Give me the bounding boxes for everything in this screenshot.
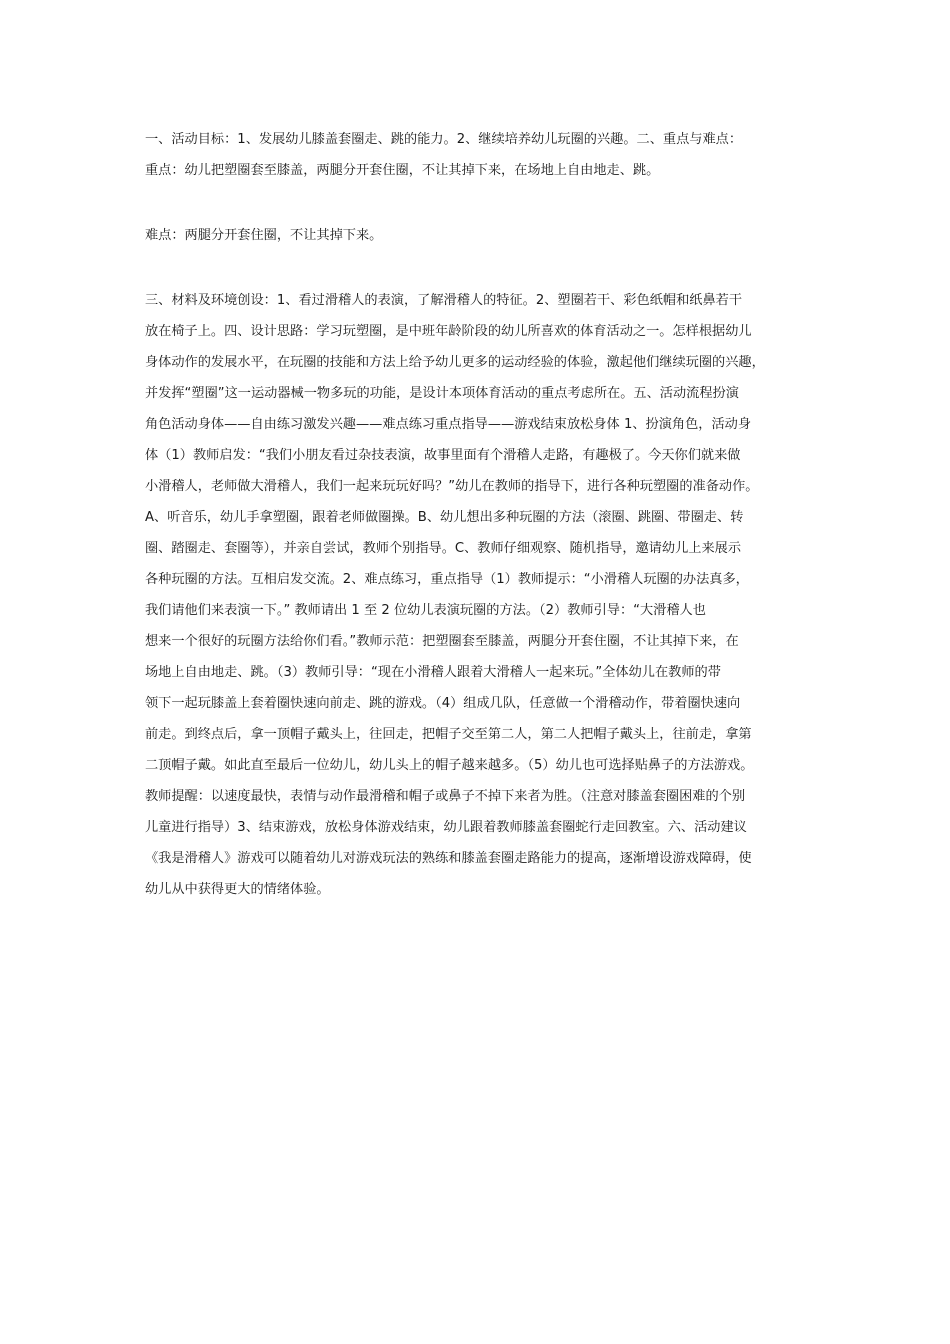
text-line: 圈、踏圈走、套圈等），并亲自尝试，教师个别指导。C、教师仔细观察、随机指导，邀请幼儿上来展示 [145, 541, 742, 556]
text-line: 小滑稽人，老师做大滑稽人，我们一起来玩玩好吗？”幼儿在教师的指导下，进行各种玩塑圈的准备动作。 [145, 479, 759, 494]
document-body [145, 124, 825, 905]
text-line: 体（1）教师启发：“我们小朋友看过杂技表演，故事里面有个滑稽人走路，有趣极了。今天你们就来做 [145, 448, 741, 463]
text-line: 领下一起玩膝盖上套着圈快速向前走、跳的游戏。（4）组成几队，任意做一个滑稽动作，带着圈快速向 [145, 696, 741, 711]
text-line: 角色活动身体——自由练习激发兴趣——难点练习重点指导——游戏结束放松身体 1、扮演角色，活动身 [145, 417, 752, 432]
text-line: 前走。到终点后，拿一顶帽子戴头上，往回走，把帽子交至第二人，第二人把帽子戴头上，往前走，拿第 [145, 727, 752, 742]
paragraph-gap [145, 186, 825, 220]
text-line: 并发挥“塑圈”这一运动器械一物多玩的功能，是设计本项体育活动的重点考虑所在。五、活动流程扮演 [145, 386, 739, 401]
text-line: 三、材料及环境创设：1、看过滑稽人的表演，了解滑稽人的特征。2、塑圈若干、彩色纸帽和纸鼻若干 [145, 293, 743, 308]
text-line: 《我是滑稽人》游戏可以随着幼儿对游戏玩法的熟练和膝盖套圈走路能力的提高，逐渐增设游戏障碍，使 [145, 851, 752, 866]
text-line: 身体动作的发展水平，在玩圈的技能和方法上给予幼儿更多的运动经验的体验，激起他们继续玩圈的兴趣， [145, 355, 765, 370]
text-line: 难点：两腿分开套住圈，不让其掉下来。 [145, 228, 383, 243]
text-line: 教师提醒：以速度最快，表情与动作最滑稽和帽子或鼻子不掉下来者为胜。（注意对膝盖套圈困难的个别 [145, 789, 746, 804]
paragraph-gap [145, 251, 825, 285]
text-line: 我们请他们来表演一下。” 教师请出 1 至 2 位幼儿表演玩圈的方法。（2）教师引导：“大滑稽人也 [145, 603, 706, 618]
text-line: 场地上自由地走、跳。（3）教师引导：“现在小滑稽人跟着大滑稽人一起来玩。”全体幼儿在教师的带 [145, 665, 721, 680]
text-line: 幼儿从中获得更大的情绪体验。 [145, 882, 330, 897]
text-line: 儿童进行指导）3、结束游戏，放松身体游戏结束，幼儿跟着教师膝盖套圈蛇行走回教室。六、活动建议 [145, 820, 747, 835]
text-line: 各种玩圈的方法。互相启发交流。2、难点练习，重点指导（1）教师提示：“小滑稽人玩圈的办法真多， [145, 572, 749, 587]
text-line: 一、活动目标：1、发展幼儿膝盖套圈走、跳的能力。2、继续培养幼儿玩圈的兴趣。二、重点与难点： [145, 132, 743, 147]
text-line: 二顶帽子戴。如此直至最后一位幼儿，幼儿头上的帽子越来越多。（5）幼儿也可选择贴鼻子的方法游戏。 [145, 758, 754, 773]
text-line: A、听音乐，幼儿手拿塑圈，跟着老师做圈操。B、幼儿想出多种玩圈的方法（滚圈、跳圈、带圈走、转 [145, 510, 744, 525]
text-line: 放在椅子上。四、设计思路：学习玩塑圈，是中班年龄阶段的幼儿所喜欢的体育活动之一。怎样根据幼儿 [145, 324, 752, 339]
text-line: 重点：幼儿把塑圈套至膝盖，两腿分开套住圈，不让其掉下来，在场地上自由地走、跳。 [145, 163, 660, 178]
text-line: 想来一个很好的玩圈方法给你们看。”教师示范：把塑圈套至膝盖，两腿分开套住圈，不让其掉下来，在 [145, 634, 739, 649]
